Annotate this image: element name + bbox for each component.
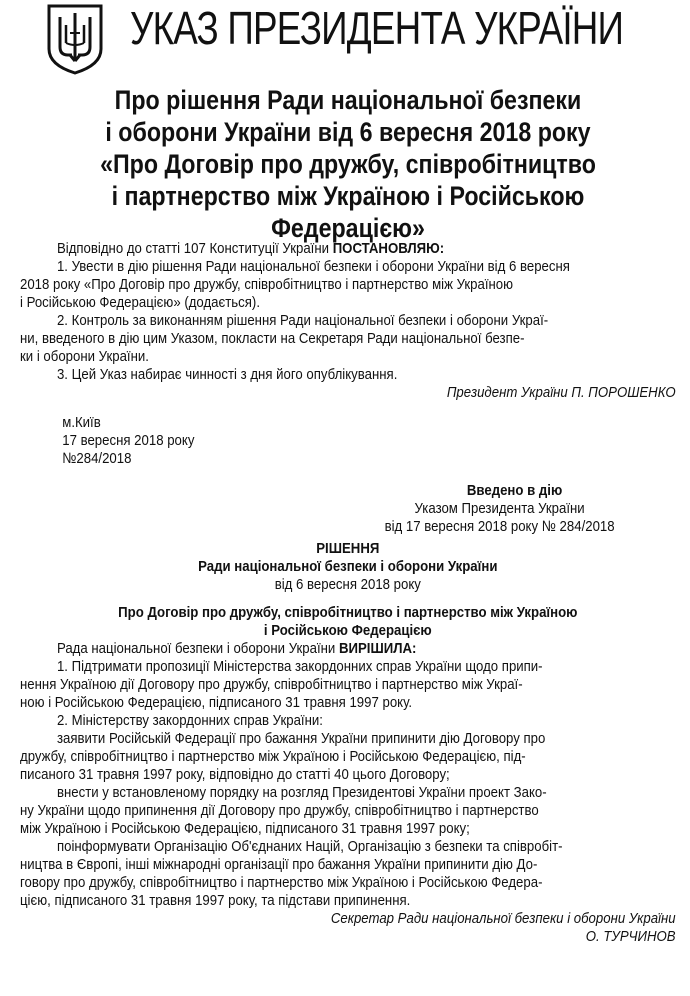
decision-org: Ради національної безпеки і оборони України [198,558,498,575]
document-body [20,240,676,946]
decree-intro: Відповідно до статті 107 Конституції України ПОСТАНОВЛЯЮ: [56,240,445,257]
decision-title-line: і Російською Федерацією [263,622,432,639]
decree-number: №284/2018 [62,450,132,467]
stamp-line: Указом Президента України [414,500,585,517]
decision-paragraph-1: 1. Підтримати пропозиції Міністерства закордонних справ України щодо припи- нення Україною дії Договору про дружбу, співробітництво і партнерство між Украї- ною і Російською Федерацією, підписаного 31 травня 1997 року. [20,658,543,711]
decree-paragraph-3: 3. Цей Указ набирає чинності з дня його опублікування. [56,366,398,383]
coat-of-arms-icon [46,3,104,75]
decree-paragraph-2: 2. Контроль за виконанням рішення Ради національної безпеки і оборони Украї- ни, введеного в дію цим Указом, покласти на Секретаря Ради національної безпе- ки і оборони України. [20,312,549,365]
decision-paragraph-2: 2. Міністерству закордонних справ України: [56,712,323,729]
enactment-stamp [20,482,638,500]
title-line: і оборони України від 6 вересня 2018 року [105,117,591,147]
title-line: Про рішення Ради національної безпеки [114,85,582,115]
decree-place: м.Київ [62,414,101,431]
decree-section [20,240,676,946]
secretary-signature-name: О. ТУРЧИНОВ [585,928,676,945]
title-line: і партнерство між Україною і Російською [111,181,585,211]
decision-title-line: Про Договір про дружбу, співробітництво і партнерство між Україною [118,604,578,621]
decision-paragraph-2b: внести у встановленому порядку на розгляд Президентові України проект Зако- ну України щодо припинення дії Договору про дружбу, співробітництво і партнерство між Україною і Російською Федерацією, підписаного 31 травня 1997 року; [20,784,547,837]
decree-paragraph-1: 1. Увести в дію рішення Ради національної безпеки і оборони України від 6 вересня 2018 року «Про Договір про дружбу, співробітництво і партнерство між Україною і Російською Федерацією» (додається). [20,258,570,311]
decision-intro: Рада національної безпеки і оборони України ВИРІШИЛА: [56,640,417,657]
decision-date: від 6 вересня 2018 року [274,576,421,593]
stamp-line: від 17 вересня 2018 року № 284/2018 [384,518,615,535]
decree-header-title: УКАЗ ПРЕЗИДЕНТА УКРАЇНИ [130,2,624,54]
decision-paragraph-2c: поінформувати Організацію Об'єднаних Націй, Організацію з безпеки та співробіт- ництва в Європі, інші міжнародні організації про бажання України припинити дію До- говору про дружбу, співробітництво і партнерство між Україною і Російською Федера- цією, підписаного 31 травня 1997 року, та підстави припинення. [20,838,563,909]
document-title [66,84,630,244]
header [20,0,676,76]
decree-date: 17 вересня 2018 року [62,432,195,449]
title-line: Федерацією» [271,213,425,243]
decision-paragraph-2a: заявити Російській Федерації про бажання України припинити дію Договору про дружбу, співробітництво і партнерство між Україною і Російською Федерацією, під- писаного 31 травня 1997 року, відповідно до статті 40 цього Договору; [20,730,546,783]
decision-heading: РІШЕННЯ [316,540,380,557]
secretary-signature-title: Секретар Ради національної безпеки і оборони України [330,910,676,927]
stamp-line: Введено в дію [466,482,563,499]
enactment-stamp-lines [20,500,645,536]
president-signature: Президент України П. ПОРОШЕНКО [446,384,676,401]
title-line: «Про Договір про дружбу, співробітництво [100,149,596,179]
